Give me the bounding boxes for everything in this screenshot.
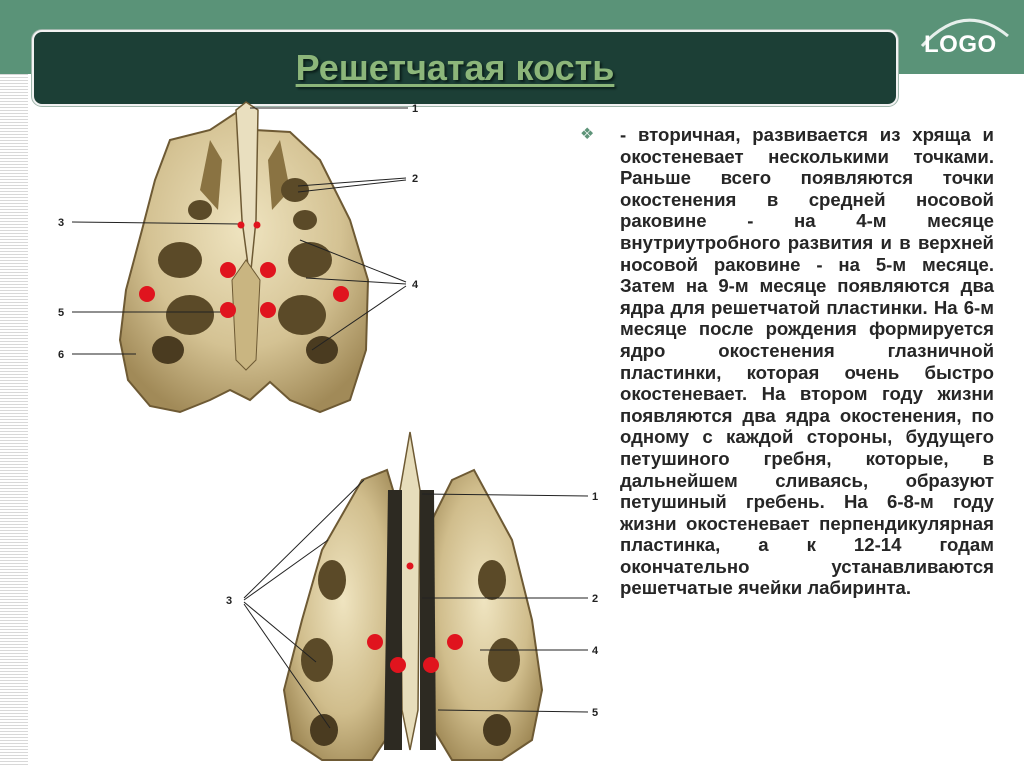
label-1: 1 xyxy=(592,491,599,503)
label-4: 4 xyxy=(592,645,599,657)
bone-illustration-top xyxy=(120,102,368,412)
ethmoid-figure-top xyxy=(50,100,440,430)
label-2: 2 xyxy=(412,173,419,185)
label-5: 5 xyxy=(592,707,599,719)
label-5: 5 xyxy=(58,307,65,319)
bullet-diamond-icon: ❖ xyxy=(580,126,595,143)
label-3: 3 xyxy=(226,595,233,607)
body-paragraph: - вторичная, развивается из хряща и окостеневает несколькими точками. Раньше всего появляются точки окостенения в средней носовой раковине - на 4-м месяце внутриутробного развития и в верхней носовой раковине - на 5-м месяце. Затем на 9-м месяце появляются два ядра для решетчатой пластинки. На 6-м месяце после рождения формируется ядро окостенения глазничной пластинки, которая очень быстро окостеневает. На втором году жизни появляются два ядра окостенения, по одному с каждой стороны, будущего петушиного гребня, которые, в дальнейшем сливаясь, образуют петушиный гребень. На 6-8-м году жизни окостеневает перпендикулярная пластинка, а к 12-14 годам окончательно устанавливаются решетчатые ячейки лабиринта. xyxy=(620,124,994,599)
left-stripes-decoration xyxy=(0,74,28,767)
label-2: 2 xyxy=(592,593,599,605)
label-6: 6 xyxy=(58,349,65,361)
ethmoid-figure-bottom xyxy=(212,430,612,767)
title-bar xyxy=(32,30,898,106)
label-4: 4 xyxy=(412,279,419,291)
label-3: 3 xyxy=(58,217,65,229)
label-1: 1 xyxy=(412,103,419,115)
logo: LOGO xyxy=(924,31,997,58)
slide-title: Решетчатая кость xyxy=(295,47,615,88)
